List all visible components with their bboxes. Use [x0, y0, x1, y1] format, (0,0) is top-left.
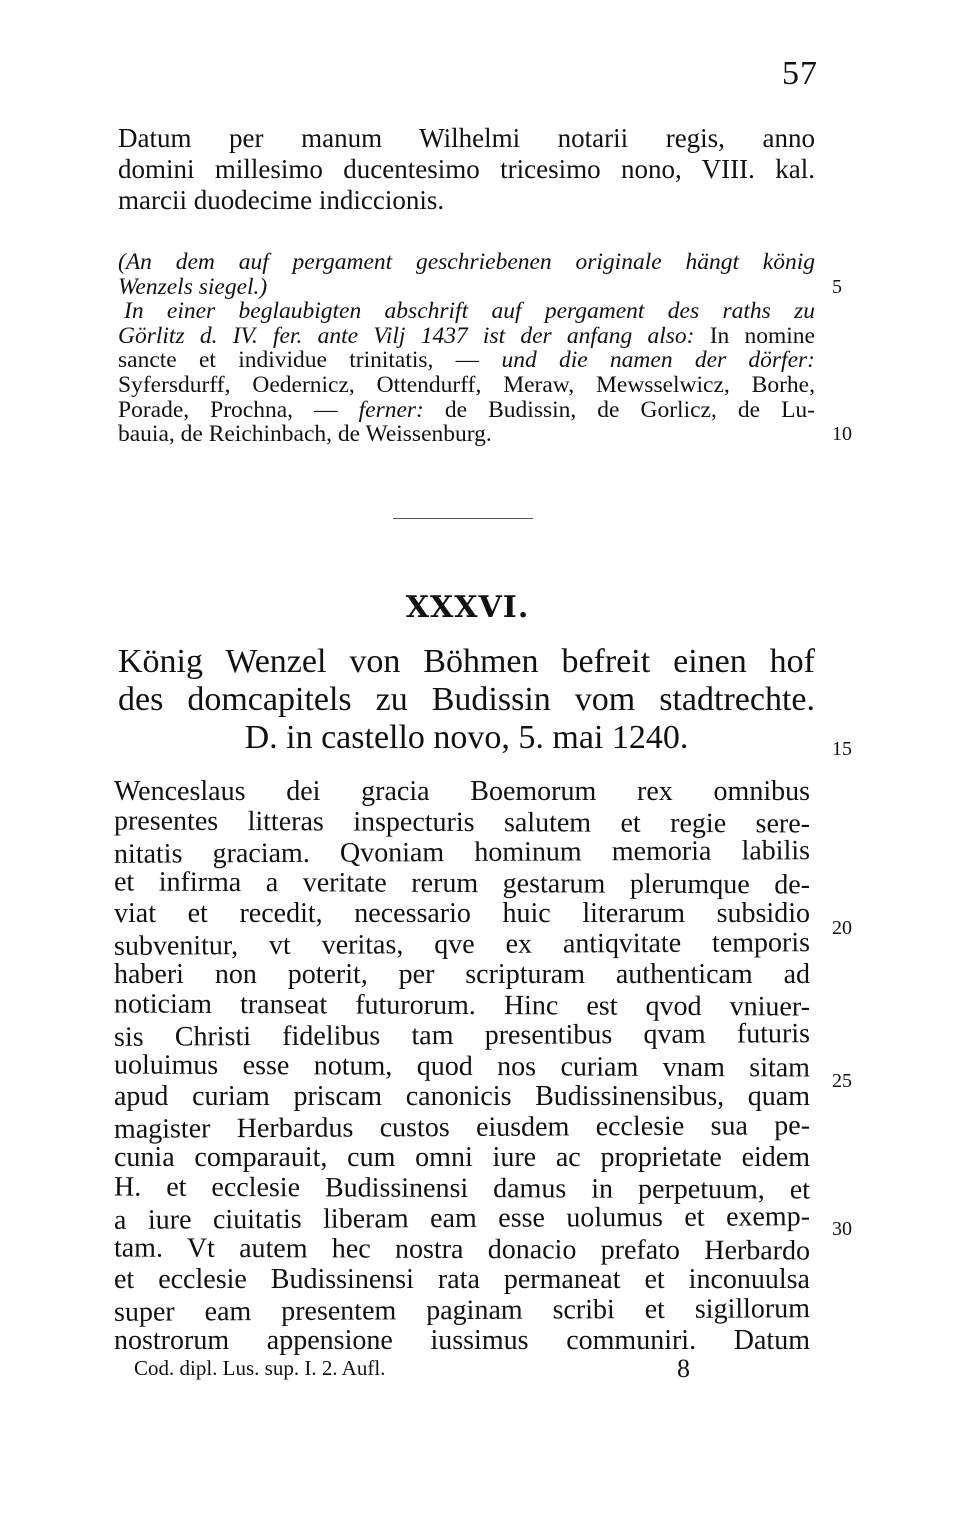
italic-run: Wenzels siegel.) — [118, 273, 268, 300]
note-line — [118, 324, 815, 349]
note-line — [118, 275, 815, 300]
charter-line: sis Christi fidelibus tam presentibus qvam futuris — [113, 1018, 811, 1053]
roman-run: bauia, de Reichinbach, de Weissenburg. — [118, 421, 492, 448]
sheet-signature: 8 — [677, 1354, 690, 1383]
document-number: XXXVI. — [405, 590, 530, 625]
note-line — [118, 422, 815, 447]
charter-line: noticiam transeat futurorum. Hinc est qvod vniuer- — [113, 987, 811, 1023]
charter-line: et ecclesie Budissinensi rata permaneat et inconuulsa — [114, 1264, 810, 1295]
page-number: 57 — [782, 55, 818, 92]
text-line: Datum per manum Wilhelmi notarii regis, anno — [118, 123, 815, 153]
italic-run: Görlitz d. IV. fer. ante Vilj 1437 ist der anfang also: — [118, 322, 710, 349]
charter-line: cunia comparauit, cum omni iure ac proprietate eidem — [114, 1142, 810, 1173]
charter-line: haberi non poterit, per scripturam authenticam ad — [114, 959, 810, 990]
datum-paragraph — [118, 123, 815, 216]
document-heading — [118, 643, 815, 757]
line-number: 15 — [832, 738, 852, 760]
note-line — [118, 299, 815, 324]
heading-date-line: D. in castello novo, 5. mai 1240. — [244, 719, 689, 756]
editorial-notes — [118, 250, 815, 447]
charter-line: viat et recedit, necessario huic literarum subsidio — [114, 898, 810, 929]
italic-run: und die namen der dörfer: — [501, 347, 815, 374]
note-line — [118, 398, 815, 423]
roman-run: sancte et individue trinitatis, — — [118, 347, 502, 374]
heading-line: König Wenzel von Böhmen befreit einen hof — [118, 643, 815, 680]
italic-run: (An dem auf pergament geschriebenen originale hängt könig — [118, 249, 815, 275]
charter-line: nostrorum appensione iussimus communiri. Datum — [114, 1325, 810, 1356]
roman-run: In nomine — [709, 322, 815, 349]
section-divider — [393, 518, 533, 519]
line-number: 30 — [832, 1218, 852, 1240]
line-number: 10 — [832, 423, 852, 445]
charter-line: Wenceslaus dei gracia Boemorum rex omnibus — [114, 776, 810, 807]
roman-run: de Budissin, de Gorlicz, de Lu- — [423, 396, 816, 423]
line-number: 5 — [832, 276, 842, 298]
text-line: marcii duodecime indiccionis. — [118, 185, 445, 215]
note-line — [118, 348, 815, 373]
charter-line: presentes litteras inspecturis salutem et regie sere- — [113, 804, 811, 840]
charter-line: apud curiam priscam canonicis Budissinensibus, quam — [114, 1081, 810, 1112]
footer-citation: Cod. dipl. Lus. sup. I. 2. Aufl. — [134, 1356, 386, 1380]
charter-line: et infirma a veritate rerum gestarum plerumque de- — [113, 865, 811, 901]
note-line — [118, 373, 815, 398]
charter-line: magister Herbardus custos eiusdem ecclesie sua pe- — [113, 1109, 811, 1145]
line-number: 25 — [832, 1070, 852, 1092]
line-number: 20 — [832, 917, 852, 939]
charter-line: a iure ciuitatis liberam eam esse uolumus et exemp- — [113, 1201, 811, 1236]
charter-line: super eam presentem paginam scribi et sigillorum — [113, 1292, 811, 1328]
charter-text — [114, 777, 810, 1357]
charter-line: nitatis graciam. Qvoniam hominum memoria labilis — [113, 835, 811, 870]
charter-line: uoluimus esse notum, quod nos curiam vnam sitam — [113, 1048, 811, 1084]
heading-line: des domcapitels zu Budissin vom stadtrechte. — [118, 681, 815, 718]
italic-run: In einer beglaubigten abschrift auf pergament des raths zu — [124, 298, 815, 325]
note-line — [118, 250, 815, 275]
roman-run: Syfersdurff, Oedernicz, Ottendurff, Meraw, Mewsselwicz, Borhe, — [118, 371, 815, 398]
text-line: domini millesimo ducentesimo tricesimo nono, VIII. kal. — [118, 154, 815, 184]
charter-line: tam. Vt autem hec nostra donacio prefato Herbardo — [113, 1231, 811, 1267]
roman-run: Porade, Prochna, — — [118, 396, 359, 423]
charter-line: H. et ecclesie Budissinensi damus in perpetuum, et — [113, 1170, 811, 1206]
italic-run: ferner: — [358, 396, 424, 423]
charter-line: subvenitur, vt veritas, qve ex antiqvitate temporis — [113, 926, 811, 962]
